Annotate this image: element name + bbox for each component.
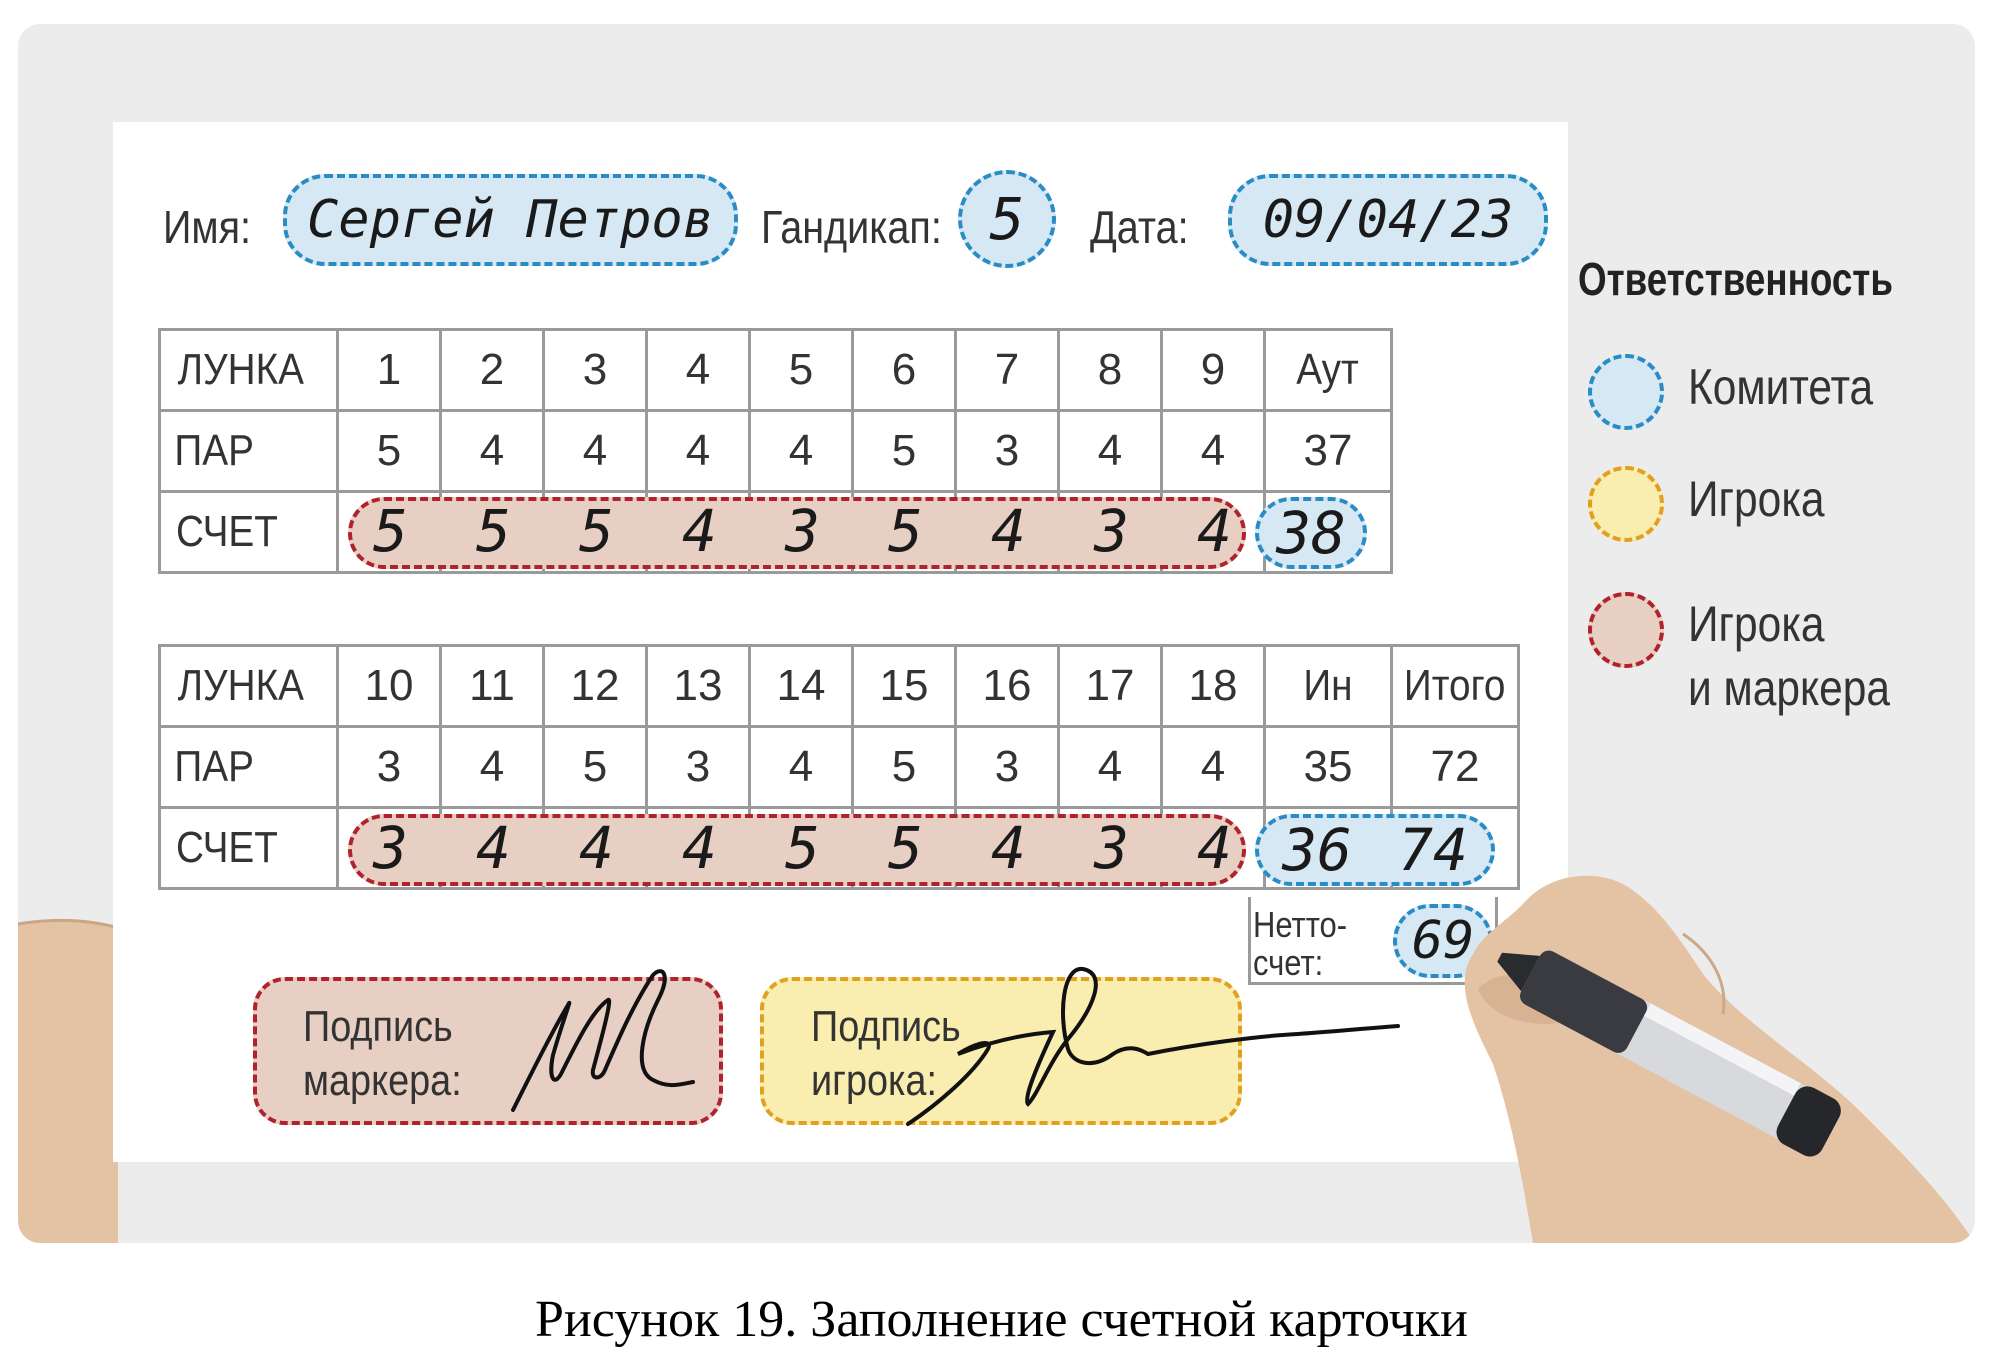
- par-value: 3: [338, 727, 441, 808]
- par-value: 4: [1059, 727, 1162, 808]
- handicap-label: Гандикап:: [761, 201, 942, 253]
- date-value: 09/04/23: [1262, 190, 1514, 250]
- date-field[interactable]: [1228, 174, 1548, 266]
- score-value: 5: [476, 497, 511, 565]
- par-value: 4: [441, 727, 544, 808]
- score-value: 5: [579, 497, 614, 565]
- par-value: 5: [544, 727, 647, 808]
- hole-number: 11: [441, 646, 544, 727]
- score-value: 5: [785, 814, 820, 882]
- table-row: [160, 411, 1392, 492]
- par-value: 4: [647, 411, 750, 492]
- figure-caption: Рисунок 19. Заполнение счетной карточки: [535, 1291, 1468, 1348]
- hole-number: 8: [1059, 330, 1162, 411]
- legend-label-committee: Комитета: [1688, 359, 1874, 415]
- hole-number: 4: [647, 330, 750, 411]
- name-label: Имя:: [163, 201, 252, 253]
- par-value: 5: [853, 411, 956, 492]
- row-label-par: ПАР: [174, 742, 254, 791]
- par-value: 4: [1162, 411, 1265, 492]
- in-score-value: 36: [1282, 816, 1352, 884]
- par-value: 4: [544, 411, 647, 492]
- hole-number: 1: [338, 330, 441, 411]
- score-value: 5: [888, 497, 923, 565]
- out-score-field[interactable]: [1255, 497, 1367, 569]
- score-value: 4: [476, 814, 511, 882]
- hole-number: 7: [956, 330, 1059, 411]
- row-label-hole: ЛУНКА: [177, 661, 304, 710]
- row-label-score: СЧЕТ: [175, 823, 278, 872]
- score-value: 4: [991, 814, 1026, 882]
- score-value: 3: [373, 814, 408, 882]
- hole-number: 12: [544, 646, 647, 727]
- net-score-value: 69: [1411, 911, 1475, 971]
- par-value: 4: [1059, 411, 1162, 492]
- score-value: 5: [888, 814, 923, 882]
- score-value: 4: [991, 497, 1026, 565]
- hole-number: 9: [1162, 330, 1265, 411]
- in-label: Ин: [1303, 661, 1353, 710]
- par-value: 4: [750, 411, 853, 492]
- hole-number: 6: [853, 330, 956, 411]
- hole-number: 17: [1059, 646, 1162, 727]
- legend-label-player-marker: Игрока и маркера: [1688, 596, 1891, 716]
- table-row: [160, 330, 1392, 411]
- hole-number: 2: [441, 330, 544, 411]
- hole-number: 13: [647, 646, 750, 727]
- par-value: 4: [750, 727, 853, 808]
- score-value: 4: [1197, 814, 1232, 882]
- handicap-value: 5: [989, 185, 1025, 253]
- row-label-score: СЧЕТ: [175, 507, 278, 556]
- player-signature-label: Подпись игрока:: [811, 1002, 961, 1105]
- hole-number: 14: [750, 646, 853, 727]
- score-value: 4: [682, 814, 717, 882]
- par-grand-total: 72: [1392, 727, 1519, 808]
- marker-signature: [493, 960, 713, 1120]
- hole-number: 15: [853, 646, 956, 727]
- par-total: 37: [1265, 411, 1392, 492]
- marker-signature-label: Подпись маркера:: [303, 1002, 462, 1105]
- total-label: Итого: [1404, 661, 1506, 710]
- name-field[interactable]: [283, 174, 738, 266]
- handicap-field[interactable]: [958, 170, 1056, 268]
- table-row: [160, 646, 1519, 727]
- par-value: 3: [956, 411, 1059, 492]
- net-score-label: Нетто- счет:: [1253, 904, 1348, 983]
- score-value: 5: [373, 497, 408, 565]
- row-label-hole: ЛУНКА: [177, 345, 304, 394]
- par-value: 3: [956, 727, 1059, 808]
- out-score-value: 38: [1276, 499, 1346, 567]
- out-label: Аут: [1296, 345, 1360, 394]
- row-label-par: ПАР: [174, 426, 254, 475]
- score-value: 4: [579, 814, 614, 882]
- hole-number: 3: [544, 330, 647, 411]
- legend-label-player: Игрока: [1688, 471, 1825, 527]
- player-signature: [878, 954, 1438, 1154]
- total-score-value: 74: [1398, 816, 1468, 884]
- illustration-background: [18, 24, 1975, 1243]
- par-value: 5: [853, 727, 956, 808]
- right-hand-with-pen-illustration: [1383, 864, 1975, 1243]
- legend-swatch-committee: [1588, 354, 1664, 430]
- score-value: 3: [1094, 497, 1129, 565]
- score-value: 4: [682, 497, 717, 565]
- hole-number: 10: [338, 646, 441, 727]
- legend-swatch-player-marker: [1588, 592, 1664, 668]
- score-value: 3: [1094, 814, 1129, 882]
- hole-number: 5: [750, 330, 853, 411]
- par-total: 35: [1265, 727, 1392, 808]
- legend-swatch-player: [1588, 466, 1664, 542]
- score-value: 3: [785, 497, 820, 565]
- par-value: 3: [647, 727, 750, 808]
- legend-title: Ответственность: [1578, 253, 1893, 305]
- score-value: 4: [1197, 497, 1232, 565]
- par-value: 4: [1162, 727, 1265, 808]
- hole-number: 16: [956, 646, 1059, 727]
- par-value: 4: [441, 411, 544, 492]
- date-label: Дата:: [1090, 201, 1189, 253]
- table-row: [160, 727, 1519, 808]
- par-value: 5: [338, 411, 441, 492]
- hole-number: 18: [1162, 646, 1265, 727]
- name-value: Сергей Петров: [307, 190, 714, 250]
